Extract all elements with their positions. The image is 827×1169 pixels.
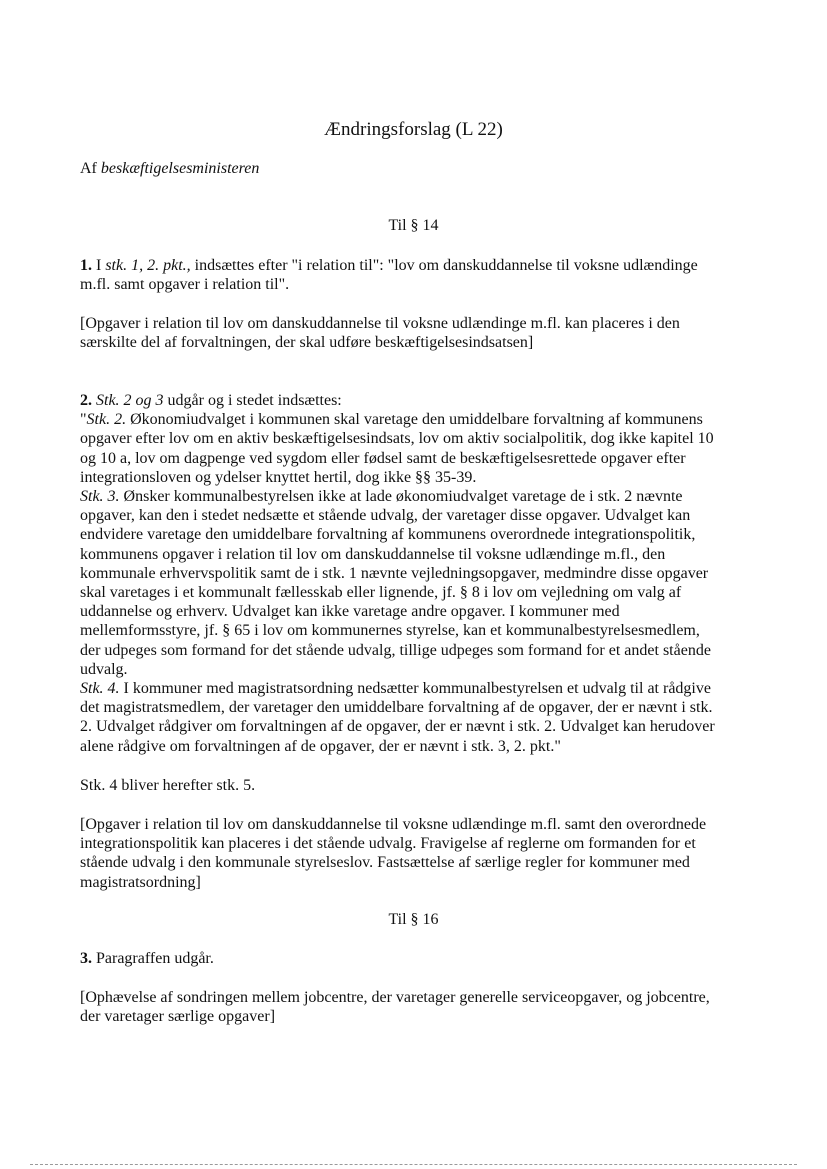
stk-3-line: kommunens opgaver i relation til lov om danskuddannelse til voksne udlændinge m.fl., den <box>80 545 666 563</box>
stk-3-line: Stk. 3. Ønsker kommunalbestyrelsen ikke at lade økonomiudvalget varetage de i stk. 2 nævnte <box>80 488 683 506</box>
note-line: [Ophævelse af sondringen mellem jobcentre, der varetager generelle serviceopgaver, og jobcentre, <box>80 989 710 1006</box>
amendment-number: 3. <box>80 950 92 967</box>
amendment-3-note <box>80 988 710 1026</box>
stk-3-line: opgaver, kan den i stedet nedsætte et stående udvalg, der varetager disse opgaver. Udvalget kan <box>80 507 691 525</box>
amendment-2-note <box>80 815 706 892</box>
note-line: [Opgaver i relation til lov om danskuddannelse til voksne udlændinge m.fl. samt den overordnede <box>80 816 707 833</box>
amendment-number: 2. <box>80 392 92 409</box>
stk-4-line: det magistratsmedlem, der varetager den umiddelbare forvaltning af de opgaver, der er nævnt i stk. <box>80 699 713 717</box>
stk-3-line: der udpeges som formand for det stående udvalg, tillige udpeges som formand for et andet stående <box>80 641 711 659</box>
stk-4-line: 2. Udvalget rådgiver om forvaltningen af de opgaver, der er nævnt i stk. 2. Udvalget kan herudover <box>80 718 715 736</box>
amendment-1-note <box>80 314 680 352</box>
stk-4-line: alene rådgive om forvaltningen af de opgaver, der er nævnt i stk. 3, 2. pkt." <box>80 737 561 755</box>
stk-2-line: opgaver efter lov om en aktiv beskæftigelsesindsats, lov om aktiv socialpolitik, dog ikke kapitel 10 <box>80 430 714 448</box>
note-line: der varetager særlige opgaver] <box>80 1008 276 1026</box>
amendment-1 <box>80 256 698 294</box>
section-heading-14: Til § 14 <box>388 217 439 234</box>
amendment-1-line: 1. I stk. 1, 2. pkt., indsættes efter "i relation til": "lov om danskuddannelse til voksne udlændinge <box>80 257 698 274</box>
stk-2-line: og 10 a, lov om dagpenge ved sygdom eller fødsel samt de beskæftigelsesrettede opgaver efter <box>80 449 686 467</box>
byline <box>80 159 259 179</box>
stk-3-line: kommunale erhvervspolitik samt de i stk. 1 nævnte vejledningsopgaver, medmindre disse opgaver <box>80 564 709 582</box>
bottom-edge-rule <box>30 1164 797 1165</box>
stk-3-line: mellemformsstyre, jf. § 65 i lov om kommunernes styrelse, kan et kommunalbestyrelsesmedlem, <box>80 622 700 640</box>
note-line: stående udvalg i den kommunale styrelseslov. Fastsættelse af særlige regler for kommuner med <box>80 854 690 872</box>
amendment-3-line: 3. Paragraffen udgår. <box>80 950 214 967</box>
amendment-3 <box>80 949 214 968</box>
section-heading-16: Til § 16 <box>388 911 439 928</box>
stk-3-line: uddannelse og erhverv. Udvalget kan ikke varetage andre opgaver. I kommuner med <box>80 603 620 621</box>
stk-3-line: endvidere varetage den umiddelbare forvaltning af kommunens overordnede integrationspolitik, <box>80 526 696 544</box>
note-line: integrationspolitik kan placeres i det stående udvalg. Fravigelse af reglerne om formanden for et <box>80 835 696 853</box>
document-title: Ændringsforslag (L 22) <box>324 119 503 140</box>
amendment-number: 1. <box>80 257 92 274</box>
paragraph-reference: Stk. 4. <box>80 680 120 698</box>
note-line: magistratsordning] <box>80 873 201 891</box>
renumber-note <box>80 776 255 795</box>
amendment-2-intro: 2. Stk. 2 og 3 udgår og i stedet indsættes: <box>80 392 342 409</box>
note-line: [Opgaver i relation til lov om danskuddannelse til voksne udlændinge m.fl. kan placeres i den <box>80 315 680 332</box>
paragraph-reference: stk. 1, 2. pkt., <box>105 257 191 274</box>
paragraph-reference: Stk. 2. <box>86 411 127 429</box>
stk-3-line: skal varetages i et kommunalt fællesskab eller lignende, jf. § 8 i lov om vejledning om valg af <box>80 584 682 602</box>
paragraph-reference: Stk. 2 og 3 <box>96 392 164 409</box>
stk-4-line: Stk. 4. I kommuner med magistratsordning nedsætter kommunalbestyrelsen et udvalg til at rådgive <box>80 680 711 698</box>
renumber-line: Stk. 4 bliver herefter stk. 5. <box>80 777 256 794</box>
amendment-2 <box>80 391 715 756</box>
note-line: særskilte del af forvaltningen, der skal udføre beskæftigelsesindsatsen] <box>80 334 534 352</box>
amendment-1-line: m.fl. samt opgaver i relation til". <box>80 276 290 294</box>
stk-3-line: udvalg. <box>80 660 128 678</box>
stk-2-line: integrationsloven og ydelser knyttet hertil, dog ikke §§ 35-39. <box>80 468 477 486</box>
byline-author: beskæftigelsesministeren <box>100 160 260 177</box>
stk-2-line: "Stk. 2. Økonomiudvalget i kommunen skal varetage den umiddelbare forvaltning af kommunens <box>80 411 703 429</box>
byline-prefix: Af <box>80 160 101 177</box>
paragraph-reference: Stk. 3. <box>80 488 120 506</box>
